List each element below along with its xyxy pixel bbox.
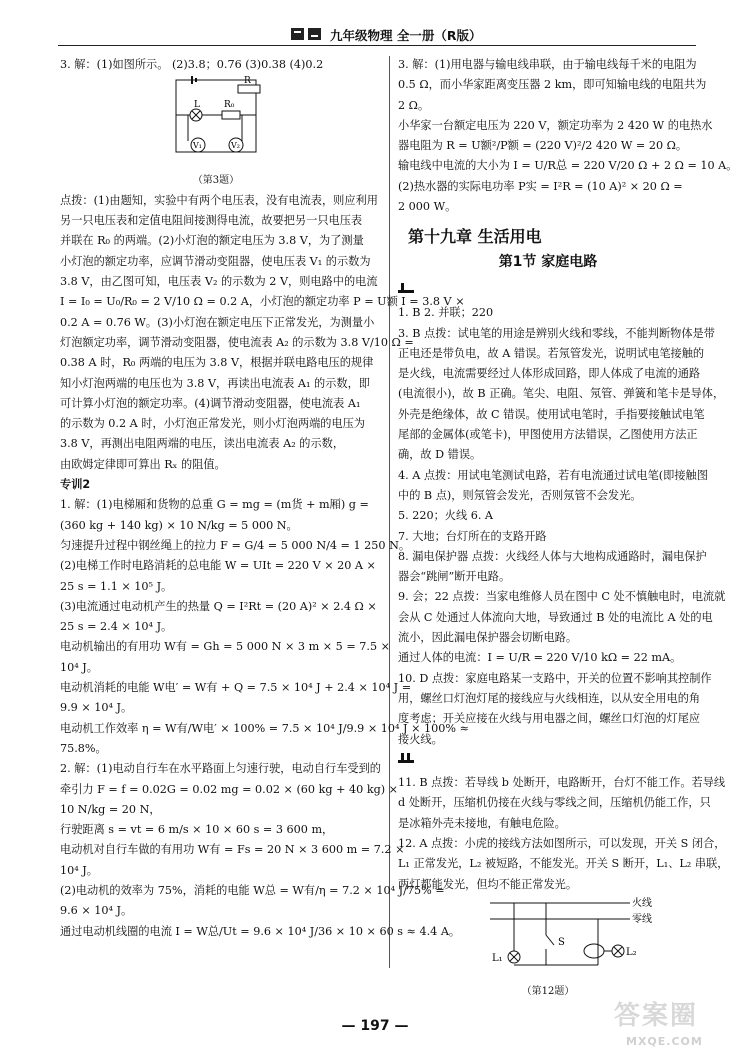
header-title: 九年级物理 全一册（R版） [330, 28, 482, 43]
text-line: 2 000 W。 [398, 200, 457, 214]
text-line: 中的 B 点)，则氖管会发光，否则氖管不会发光。 [398, 488, 642, 502]
text-line: 输电线中电流的大小为 I = U/R总 = 220 V/20 Ω + 2 Ω = 10 A。 [398, 159, 738, 173]
level-two-icon [398, 752, 416, 764]
text-line: 1. B 2. 并联；220 [398, 306, 494, 320]
text-line: 行驶距离 s = vt = 6 m/s × 10 × 60 s = 3 600 m， [60, 823, 334, 837]
watermark [606, 1001, 741, 1048]
text-line: 3. 解：(1)用电器与输电线串联，由于输电线每千米的电阻为 [398, 58, 697, 71]
text-line: 器电阻为 R = U额²/P额 = (220 V)²/2 420 W = 20 Ω。 [398, 139, 688, 153]
text-line: I = I₀ = U₀/R₀ = 2 V/10 Ω = 0.2 A，小灯泡的额定功率 P = U额 I = 3.8 V × [60, 295, 465, 309]
text-line: 两灯都能发光，但均不能正常发光。 [398, 877, 578, 891]
fig12-label-live: 火线 [632, 897, 652, 909]
q3-answer: 3. 解：(1)如图所示。 (2)3.8；0.76 (3)0.38 (4)0.2 [60, 58, 324, 71]
fig3-label-V2: V₂ [231, 141, 240, 151]
text-line: (2)电梯工作时电路消耗的总电能 W = UIt = 220 V × 20 A × [60, 559, 376, 573]
text-line: 10 N/kg = 20 N， [60, 802, 161, 816]
text-line: 接火线。 [398, 732, 443, 746]
text-line: 7. 大地；台灯所在的支路开路 [398, 529, 547, 543]
fig12-label-L1: L₁ [492, 952, 503, 964]
text-line: 灯泡额定功率，调节滑动变阻器，使电流表 A₂ 的示数为 3.8 V/10 Ω = [60, 335, 414, 349]
fig3-label-L: L [194, 100, 200, 111]
text-line: 8. 漏电保护器 点拨：火线经人体与大地构成通路时，漏电保护 [398, 549, 707, 563]
section-heading: 第1节 家庭电路 [498, 253, 598, 270]
fig3-label-R0: R₀ [224, 100, 235, 111]
text-line: (电流很小)，故 B 正确。笔尖、电阻、氖管、弹簧和笔卡是导体， [398, 387, 725, 401]
fig12-label-L2: L₂ [626, 946, 637, 958]
text-line: 9. 会；22 点拨：当家电维修人员在图中 C 处不慎触电时，电流就 [398, 590, 726, 604]
text-line: 另一只电压表和定值电阻间接测得电流，故要把另一只电压表 [60, 214, 363, 228]
figure-3-caption: （第3题） [192, 174, 240, 186]
text-line: (360 kg + 140 kg) × 10 N/kg = 5 000 N。 [60, 518, 298, 532]
text-line: 点拨：(1)由题知，实验中有两个电压表，没有电流表，则应利用 [60, 193, 378, 207]
text-line: 10⁴ J。 [60, 863, 98, 877]
text-line: 4. A 点拨：用试电笔测试电路，若有电流通过试电笔(即接触图 [398, 468, 708, 482]
chapter-heading: 第十九章 生活用电 [408, 227, 542, 247]
section-answers [398, 303, 729, 895]
figure-12-caption: （第12题） [521, 986, 575, 998]
text-line: 电动机对自行车做的有用功 W有 = Fs = 20 N × 3 600 m = 7.2 × [60, 843, 405, 857]
watermark-url: MXQE.COM [626, 1035, 703, 1048]
text-line: 电动机工作效率 η = W有/W电′ × 100% = 7.5 × 10⁴ J/9.9 × 10⁴ J × 100% ≈ [60, 721, 469, 735]
text-line: 25 s = 2.4 × 10⁴ J。 [60, 620, 173, 634]
text-line: 10. D 点拨：家庭电路某一支路中，开关的位置不影响其控制作 [398, 671, 712, 685]
text-line: 电动机消耗的电能 W电′ = W有 + Q = 7.5 × 10⁴ J + 2.4 × 10⁴ J = [60, 681, 412, 695]
text-line: 会从 C 处通过人体流向大地，导致通过 B 处的电流比 A 处的电 [398, 610, 713, 624]
text-line: 0.5 Ω，而小华家距离变压器 2 km，即可知输电线的电阻共为 [398, 78, 707, 92]
text-line: 匀速提升过程中钢丝绳上的拉力 F = G/4 = 5 000 N/4 = 1 250 N。 [60, 538, 411, 552]
text-line: L₁ 正常发光，L₂ 被短路，不能发光。开关 S 断开，L₁、L₂ 串联， [398, 857, 729, 871]
level-one-icon [398, 282, 416, 294]
text-line: 用，螺丝口灯泡灯尾的接线应与火线相连，以从安全用电的角 [398, 691, 701, 705]
text-line: 度考虑；开关应接在火线与用电器之间，螺丝口灯泡的灯尾应 [398, 712, 701, 726]
fig12-label-neutral: 零线 [632, 913, 652, 925]
page-header [0, 0, 750, 46]
text-line: 牵引力 F = f = 0.02G = 0.02 mg = 0.02 × (60 kg + 40 kg) × [60, 782, 399, 796]
text-line: 通过人体的电流：I = U/R = 220 V/10 kΩ = 22 mA。 [398, 651, 682, 665]
text-line: 1. 解：(1)电梯厢和货物的总重 G = mg = (m货 + m厢) g = [60, 498, 369, 512]
text-line: 2. 解：(1)电动自行车在水平路面上匀速行驶，电动自行车受到的 [60, 762, 381, 776]
figure-12-circuit [398, 895, 698, 975]
text-line: 通过电动机线圈的电流 I = W总/Ut = 9.6 × 10⁴ J/36 × 10 × 60 s ≈ 4.4 A。 [60, 924, 461, 938]
text-line: 尾部的金属体(或笔卡)，甲图使用方法错误，乙图使用方法正 [398, 428, 698, 442]
text-line: 3.8 V，再测出电阻两端的电压，读出电流表 A₂ 的示数， [60, 437, 345, 451]
watermark-text: 答案圈 [614, 1001, 699, 1031]
text-line: 2 Ω。 [398, 98, 430, 112]
text-line: 0.2 A = 0.76 W。(3)小灯泡在额定电压下正常发光，为测量小 [60, 315, 375, 329]
text-line: (3)电流通过电动机产生的热量 Q = I²Rt = (20 A)² × 2.4 Ω × [60, 599, 377, 613]
text-line: (2)电动机的效率为 75%，消耗的电能 W总 = W有/η = 7.2 × 10⁴ J/75% = [60, 883, 445, 897]
text-line: 是火线，电流需要经过人体形成回路，即人体成了电流的通路 [398, 367, 701, 381]
text-line: 9.9 × 10⁴ J。 [60, 701, 133, 715]
fig3-label-V1: V₁ [193, 141, 202, 151]
text-line: 可计算小灯泡的额定功率。(4)调节滑动变阻器，使电流表 A₁ [60, 396, 361, 410]
text-line: (2)热水器的实际电功率 P实 = I²R = (10 A)² × 20 Ω = [398, 179, 683, 193]
text-line: 0.38 A 时，R₀ 两端的电压为 3.8 V，根据并联电路电压的规律 [60, 356, 374, 370]
page-number: — 197 — [341, 1018, 409, 1034]
fig3-label-R: R [244, 76, 251, 87]
text-line: 5. 220；火线 6. A [398, 509, 494, 523]
text-line: 25 s = 1.1 × 10⁵ J。 [60, 579, 173, 593]
text-line: 正电还是带负电，故 A 错误。若氖管发光，说明试电笔接触的 [398, 346, 705, 360]
column-divider [389, 56, 390, 968]
text-line: d 处断开，压缩机仍接在火线与零线之间，压缩机仍能工作，只 [398, 796, 711, 810]
text-line: 知小灯泡两端的电压也为 3.8 V，再读出电流表 A₁ 的示数，即 [60, 376, 370, 390]
text-line: 小华家一台额定电压为 220 V，额定功率为 2 420 W 的电热水 [398, 118, 713, 132]
text-line: 外壳是绝缘体，故 C 错误。使用试电笔时，手指要接触试电笔 [398, 407, 705, 421]
text-line: 小灯泡的额定功率，应调节滑动变阻器，使电压表 V₁ 的示数为 [60, 254, 371, 268]
text-line: 并联在 R₀ 的两端。(2)小灯泡的额定电压为 3.8 V，为了测量 [60, 234, 364, 248]
topic-heading: 专训2 [60, 478, 91, 492]
text-line: 11. B 点拨：若导线 b 处断开，电路断开，台灯不能工作。若导线 [398, 776, 726, 790]
text-line: 9.6 × 10⁴ J。 [60, 904, 133, 918]
header-rule [58, 45, 696, 46]
text-line: 3. B 点拨：试电笔的用途是辨别火线和零线，不能判断物体是带 [398, 326, 715, 340]
q3-right-answer [398, 55, 738, 217]
figure-3-circuit [60, 75, 372, 163]
text-line: 电动机输出的有用功 W有 = Gh = 5 000 N × 3 m × 5 = 7.5 × [60, 640, 390, 654]
text-line: 75.8%。 [60, 741, 107, 755]
text-line: 10⁴ J。 [60, 660, 98, 674]
text-line: 器会“跳闸”断开电路。 [398, 570, 511, 584]
text-line: 是冰箱外壳未接地，有触电危险。 [398, 816, 566, 830]
text-line: 的示数为 0.2 A 时，小灯泡正常发光，则小灯泡两端的电压为 [60, 417, 366, 431]
fig12-label-S: S [558, 936, 565, 948]
publisher-logo-icon [290, 26, 324, 42]
text-line: 确，故 D 错误。 [398, 448, 482, 462]
text-line: 3.8 V，由乙图可知，电压表 V₂ 的示数为 2 V，则电路中的电流 [60, 275, 378, 289]
text-line: 流小，因此漏电保护器会切断电路。 [398, 631, 578, 645]
right-column [398, 55, 738, 1002]
text-line: 12. A 点拨：小虎的接线方法如图所示，可以发现，开关 S 闭合， [398, 836, 726, 850]
text-line: 由欧姆定律即可算出 Rₓ 的阻值。 [60, 457, 226, 471]
